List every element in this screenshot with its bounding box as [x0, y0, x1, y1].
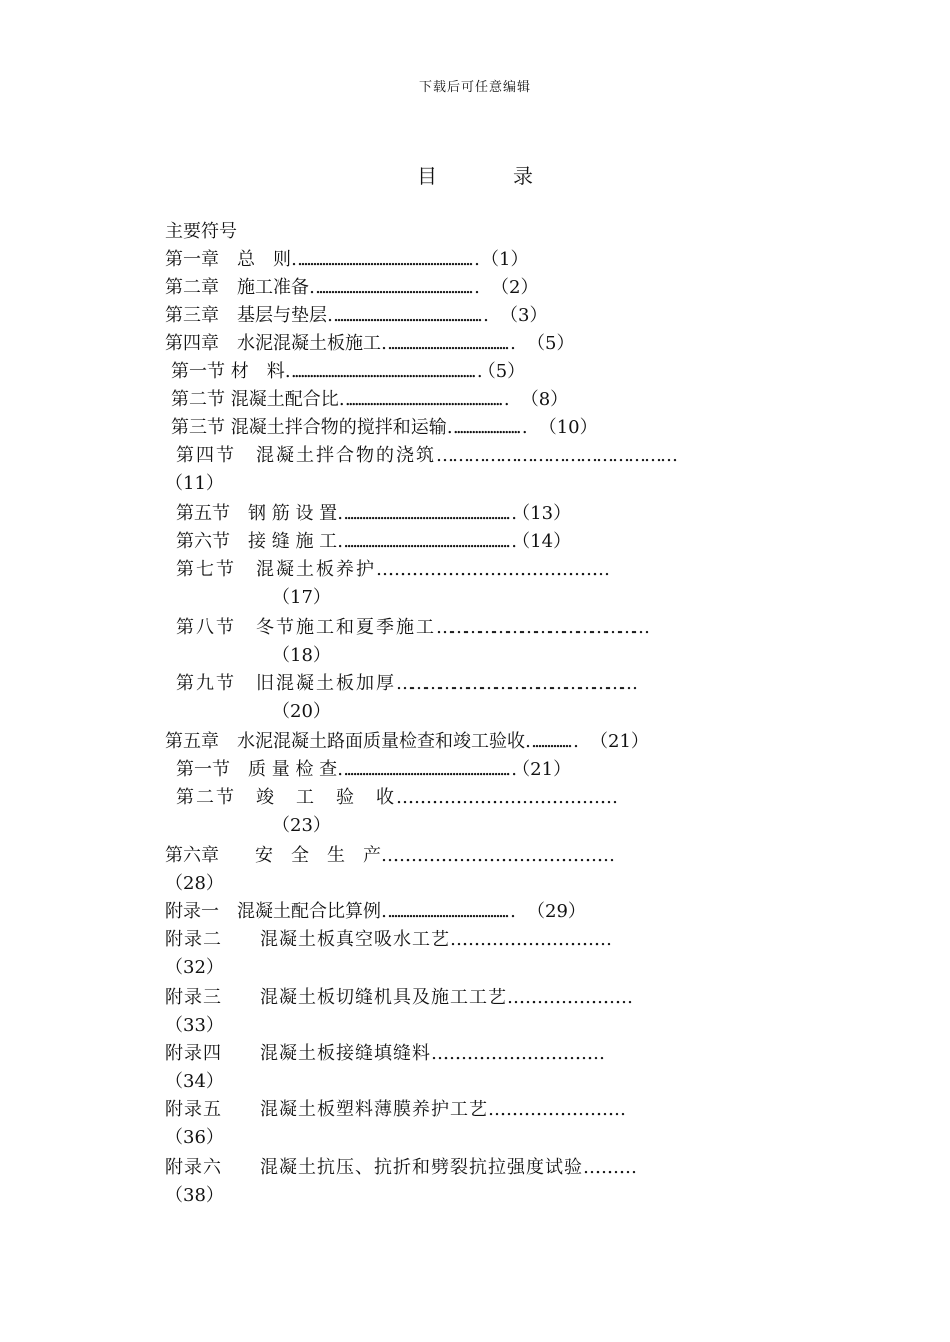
- toc-entry[interactable]: [165, 302, 547, 330]
- toc-entry-text: 附录五 混凝土板塑料薄膜养护工艺: [165, 1099, 488, 1120]
- toc-leader-dots: ………………………………………………: [338, 389, 501, 410]
- toc-page-number: （13）: [512, 503, 572, 524]
- toc-page-number: （1）: [481, 249, 529, 270]
- toc-page-number: （33）: [165, 1015, 224, 1036]
- toc-entry-text: 第六节 接 缝 施 工: [176, 531, 338, 552]
- toc-page-number: （20）: [272, 701, 331, 722]
- toc-entry-text: 附录六 混凝土抗压、抗折和劈裂抗拉强度试验: [165, 1157, 583, 1178]
- page-header: 下载后可任意编辑: [418, 80, 531, 95]
- toc-entry[interactable]: [176, 556, 604, 584]
- toc-page-number: （21）: [590, 731, 649, 752]
- toc-leader-dots: ……………: [525, 731, 570, 752]
- toc-entry[interactable]: [176, 756, 571, 784]
- toc-leader-dots: ………………………………………: [436, 445, 676, 466]
- toc-entry[interactable]: [165, 246, 528, 274]
- toc-page-number: （23）: [272, 815, 331, 836]
- toc-leader-dots: ……………………………………: [431, 1043, 599, 1064]
- toc-entry[interactable]: [176, 442, 676, 470]
- toc-page-number: （29）: [527, 901, 586, 922]
- toc-entry-text: 第五章 水泥混凝土路面质量检查和竣工验收: [165, 731, 525, 752]
- toc-entry[interactable]: [165, 218, 237, 246]
- toc-leader-dots: ……………………………………………: [396, 673, 634, 694]
- toc-entry[interactable]: [176, 670, 634, 698]
- toc-leader-dots: …………………………………………………: [381, 845, 609, 866]
- toc-leader-dots: ……………………: [446, 417, 519, 438]
- toc-leader-dots: ……………………………………: [381, 901, 507, 922]
- toc-entry-text: 第二节 混凝土配合比: [171, 389, 339, 410]
- toc-entry[interactable]: [171, 386, 568, 414]
- toc-entry-text: 主要符号: [165, 221, 237, 242]
- toc-entry[interactable]: [165, 1154, 631, 1182]
- toc-entry-text: 附录三 混凝土板切缝机具及施工工艺: [165, 987, 507, 1008]
- toc-entry-text: 第四章 水泥混凝土板施工: [165, 333, 381, 354]
- toc-entry[interactable]: [176, 614, 646, 642]
- toc-entry-text: 第一章 总 则: [165, 249, 291, 270]
- toc-leader-dots: …………………………: [507, 987, 627, 1008]
- toc-entry-text: 第三章 基层与垫层: [165, 305, 327, 326]
- toc-page-number: （34）: [165, 1071, 224, 1092]
- toc-entry[interactable]: [176, 784, 612, 812]
- toc-entry-text: 第七节 混凝土板养护: [176, 559, 376, 580]
- toc-page-number: （18）: [272, 645, 331, 666]
- toc-page-number: （17）: [272, 587, 331, 608]
- toc-entry[interactable]: [165, 842, 609, 870]
- toc-leader-dots: ………………………………………………: [396, 787, 612, 808]
- toc-entry[interactable]: [165, 330, 574, 358]
- toc-leader-dots: …………………………………: [450, 929, 606, 950]
- toc-page-number: （32）: [165, 957, 224, 978]
- toc-page-number: （10）: [538, 417, 598, 438]
- toc-leader-dots: ………………………………………………………: [284, 361, 474, 382]
- toc-leader-dots: …………………………………………………: [337, 759, 509, 780]
- toc-leader-dots: ……………………………: [488, 1099, 620, 1120]
- toc-page-number: （5）: [477, 361, 526, 382]
- toc-leader-dots: …………………………………………………: [376, 559, 604, 580]
- toc-entry[interactable]: [165, 984, 627, 1012]
- toc-entry[interactable]: [176, 500, 571, 528]
- toc-leader-dots: ………………………………………………: [309, 277, 471, 298]
- toc-page-number: （2）: [491, 277, 539, 298]
- toc-page-number: （21）: [512, 759, 572, 780]
- toc-leader-dots: …………………………………………………: [337, 503, 509, 524]
- toc-entry[interactable]: [165, 1040, 599, 1068]
- toc-leader-dots: ……………………………………………: [327, 305, 480, 326]
- toc-entry-text: 附录二 混凝土板真空吸水工艺: [165, 929, 450, 950]
- toc-entry[interactable]: [176, 528, 571, 556]
- toc-page-number: （14）: [512, 531, 572, 552]
- toc-page-number: （38）: [165, 1185, 224, 1206]
- toc-entry[interactable]: [165, 728, 649, 756]
- toc-entry-text: 附录一 混凝土配合比算例: [165, 901, 381, 922]
- toc-page-number: （36）: [165, 1127, 224, 1148]
- toc-leader-dots: …………………………………………………: [337, 531, 509, 552]
- toc-entry[interactable]: [165, 898, 586, 926]
- toc-entry[interactable]: [171, 414, 598, 442]
- toc-leader-dots: ……………………………………………………: [291, 249, 471, 270]
- toc-entry-text: 第五节 钢 筋 设 置: [176, 503, 338, 524]
- toc-entry-text: 第九节 旧混凝土板加厚: [176, 673, 396, 694]
- toc-entry-text: 第三节 混凝土拌合物的搅拌和运输: [171, 417, 447, 438]
- toc-entry-text: 第六章 安 全 生 产: [165, 845, 381, 866]
- toc-leader-dots: …………: [583, 1157, 631, 1178]
- toc-page-number: （11）: [165, 473, 224, 494]
- toc-entry[interactable]: [165, 1096, 620, 1124]
- toc-entry-text: 第四节 混凝土拌合物的浇筑: [176, 445, 436, 466]
- toc-title: 目 录: [417, 164, 561, 188]
- toc-leader-dots: ……………………………………: [381, 333, 507, 354]
- toc-entry-text: 第二章 施工准备: [165, 277, 309, 298]
- toc-entry-text: 第八节 冬节施工和夏季施工: [176, 617, 436, 638]
- toc-page-number: （5）: [527, 333, 575, 354]
- toc-entry-text: 附录四 混凝土板接缝填缝料: [165, 1043, 431, 1064]
- toc-entry-text: 第一节 质 量 检 查: [176, 759, 338, 780]
- toc-leader-dots: ………………………………………: [436, 617, 646, 638]
- toc-entry[interactable]: [165, 926, 606, 954]
- toc-page-number: （28）: [165, 873, 224, 894]
- toc-entry-text: 第一节 材 料: [171, 361, 285, 382]
- toc-entry[interactable]: [171, 358, 525, 386]
- toc-page-number: （8）: [520, 389, 569, 410]
- toc-entry[interactable]: [165, 274, 538, 302]
- toc-entry-text: 第二节 竣 工 验 收: [176, 787, 396, 808]
- toc-page-number: （3）: [500, 305, 548, 326]
